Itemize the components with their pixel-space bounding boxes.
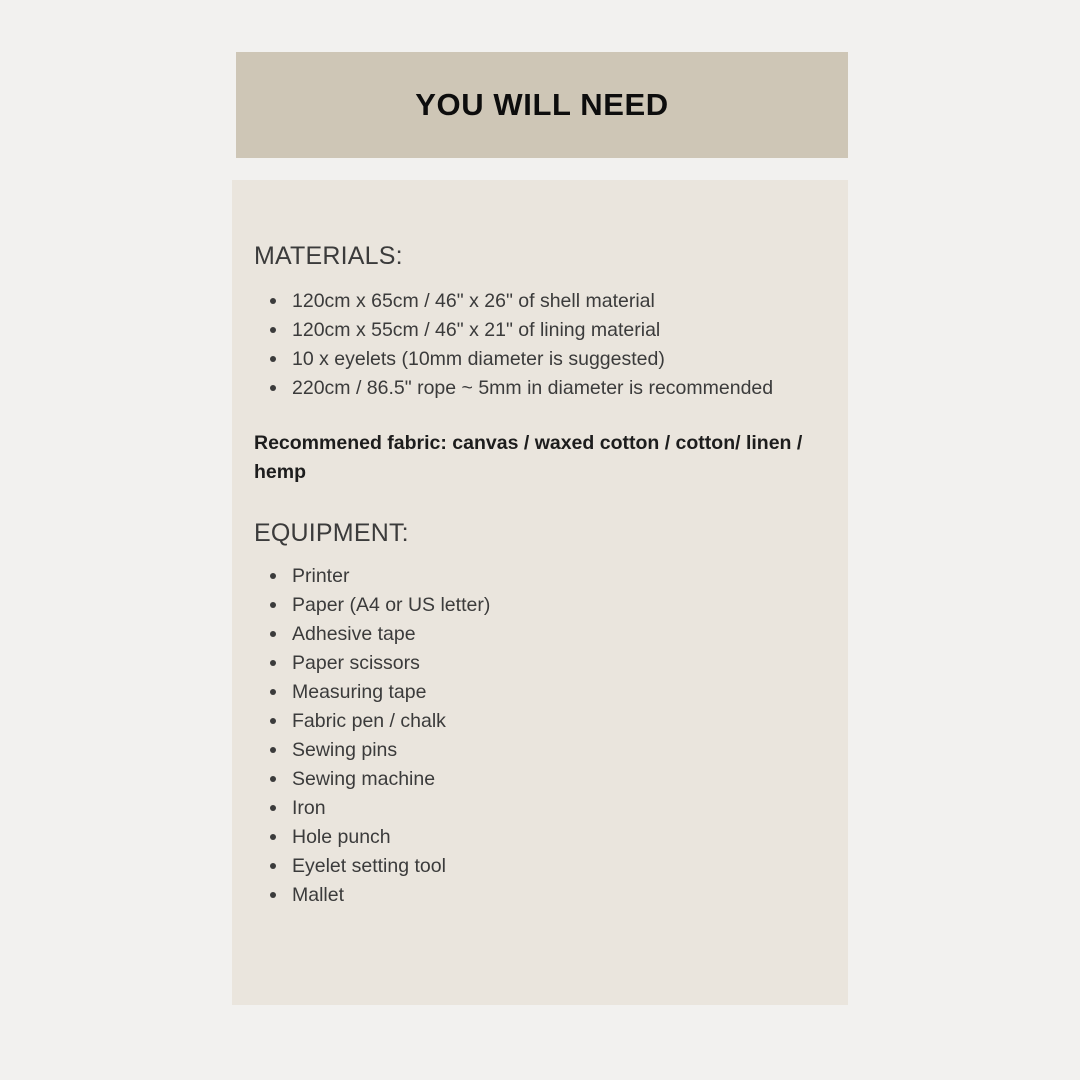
list-item: Mallet (268, 881, 822, 910)
list-item: 120cm x 65cm / 46" x 26" of shell material (268, 287, 822, 316)
list-item: Adhesive tape (268, 620, 822, 649)
equipment-heading: EQUIPMENT: (254, 519, 409, 547)
list-item: Hole punch (268, 823, 822, 852)
materials-list (254, 287, 822, 403)
content-panel (232, 180, 848, 1005)
list-item: 10 x eyelets (10mm diameter is suggested) (268, 345, 822, 374)
equipment-list (254, 562, 822, 910)
page-title: YOU WILL NEED (415, 87, 669, 122)
recommended-fabric-note: Recommened fabric: canvas / waxed cotton / cotton/ linen / hemp (254, 432, 803, 483)
header-band (236, 52, 848, 158)
content-inner (232, 242, 848, 910)
list-item: Printer (268, 562, 822, 591)
list-item: Paper scissors (268, 649, 822, 678)
list-item: Fabric pen / chalk (268, 707, 822, 736)
list-item: Measuring tape (268, 678, 822, 707)
list-item: Eyelet setting tool (268, 852, 822, 881)
list-item: 220cm / 86.5" rope ~ 5mm in diameter is recommended (268, 374, 822, 403)
list-item: Sewing machine (268, 765, 822, 794)
list-item: Paper (A4 or US letter) (268, 591, 822, 620)
list-item: Sewing pins (268, 736, 822, 765)
list-item: Iron (268, 794, 822, 823)
materials-heading: MATERIALS: (254, 242, 403, 270)
list-item: 120cm x 55cm / 46" x 21" of lining material (268, 316, 822, 345)
